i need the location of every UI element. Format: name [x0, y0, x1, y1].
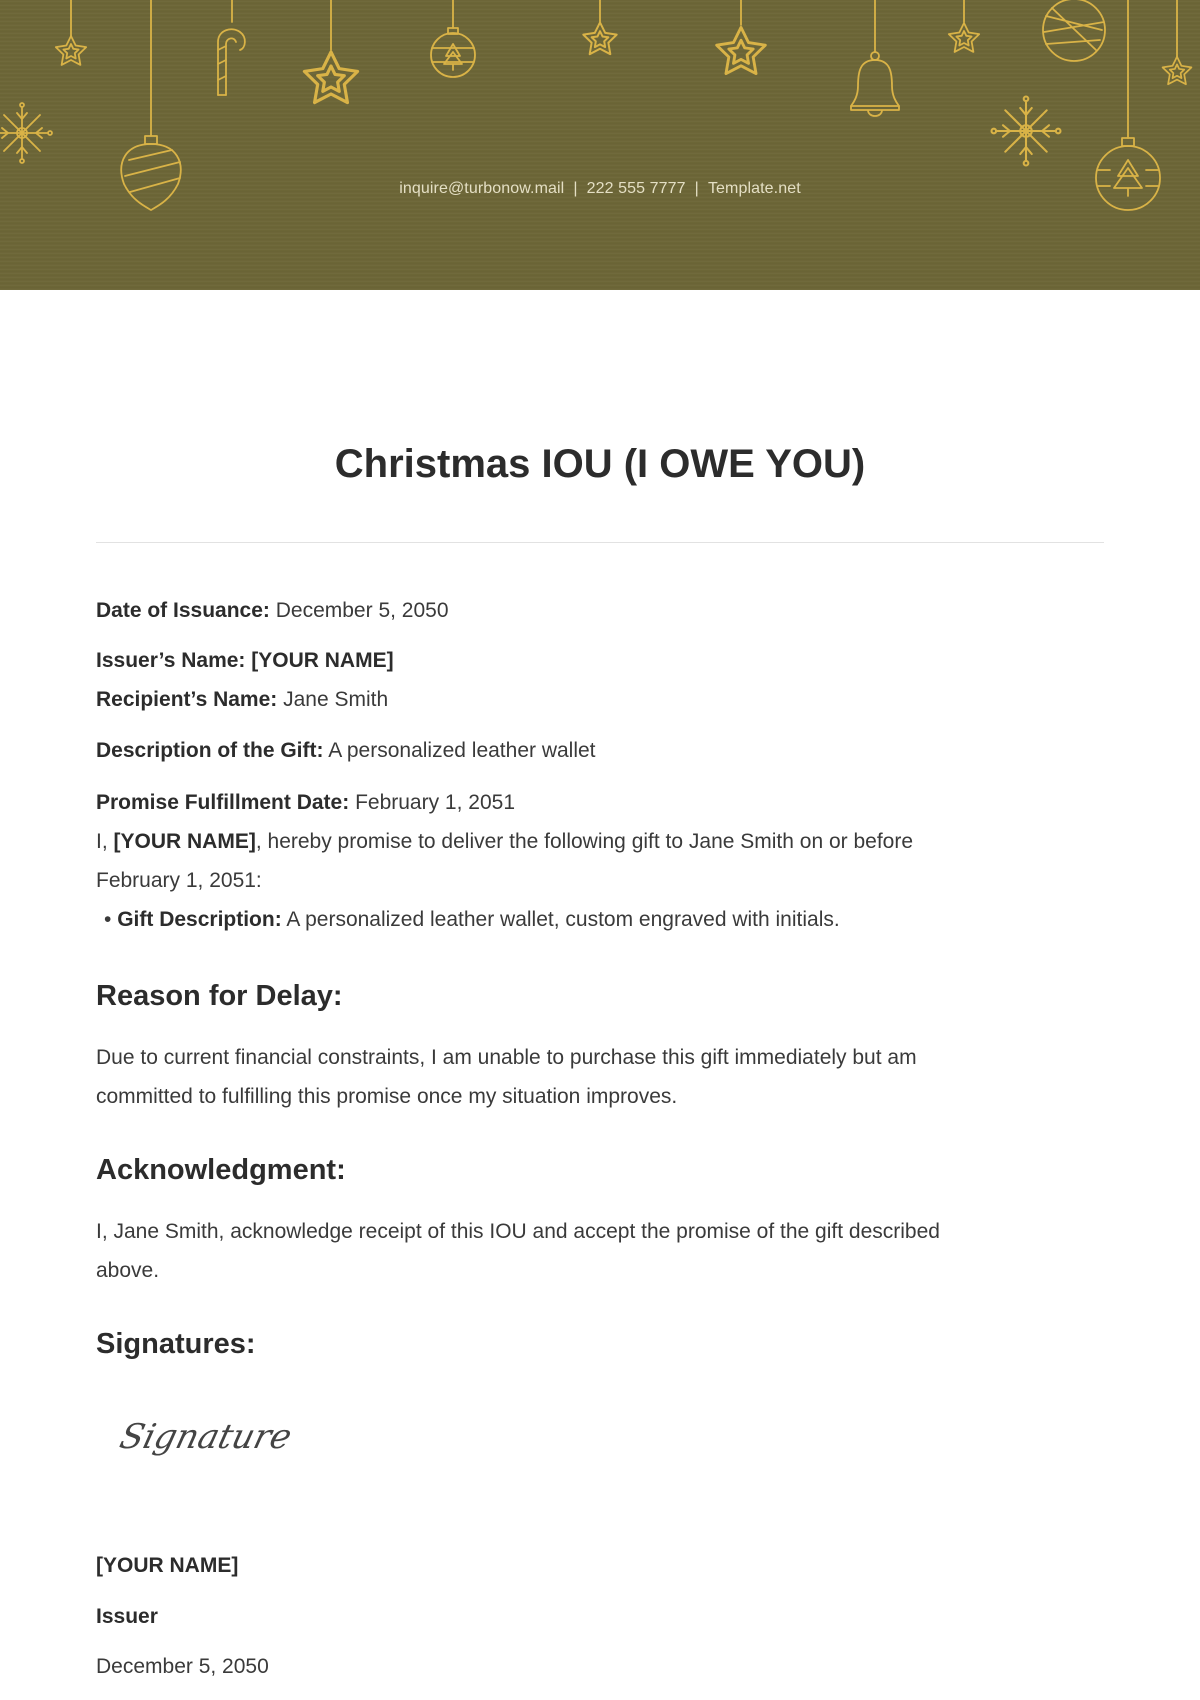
contact-separator: |: [573, 180, 578, 197]
snowflake-icon: [992, 97, 1061, 166]
ornaments-decoration: [0, 0, 1200, 290]
gift-bullet-value: A personalized leather wallet, custom engraved with initials.: [286, 908, 840, 931]
fulfillment-date-row: [96, 791, 515, 815]
contact-line: [0, 180, 1200, 198]
star-icon: [56, 0, 86, 65]
star-icon: [304, 0, 357, 103]
title-divider: [96, 542, 1104, 543]
signer-role: Issuer: [96, 1605, 158, 1628]
issuer-name-label: Issuer’s Name:: [96, 649, 246, 672]
document-title: Christmas IOU (I OWE YOU): [334, 442, 866, 486]
ornament-ball-icon: [121, 0, 180, 210]
contact-phone[interactable]: 222 555 7777: [586, 180, 686, 197]
ornament-ball-icon: [431, 0, 475, 77]
header-banner: [0, 0, 1200, 290]
promise-statement-line1: [96, 830, 913, 854]
gift-description-value: A personalized leather wallet: [328, 739, 596, 762]
acknowledgment-line: above.: [96, 1259, 160, 1282]
signer-role-row: [96, 1605, 158, 1629]
star-icon: [949, 0, 979, 52]
star-icon: [583, 0, 616, 54]
acknowledgment-line: I, Jane Smith, acknowledge receipt of this IOU and accept the promise of the gift described: [96, 1220, 940, 1243]
reason-line: committed to fulfilling this promise once my situation improves.: [96, 1085, 678, 1108]
issuer-name-value: [YOUR NAME]: [251, 649, 394, 672]
date-of-issuance-value: December 5, 2050: [275, 599, 449, 622]
contact-website[interactable]: Template.net: [707, 180, 801, 197]
date-of-issuance-label: Date of Issuance:: [96, 599, 270, 622]
snowflake-icon: [0, 103, 52, 163]
star-icon: [1163, 0, 1192, 84]
acknowledgment-paragraph: [96, 1212, 1076, 1290]
recipient-name-value: Jane Smith: [283, 688, 389, 711]
reason-paragraph: [96, 1038, 1076, 1116]
star-icon: [717, 0, 766, 74]
reason-line: Due to current financial constraints, I am unable to purchase this gift immediately but am: [96, 1046, 917, 1069]
candy-cane-icon: [218, 0, 245, 95]
issuer-name-row: [96, 649, 394, 673]
signature-text: Signature: [116, 1417, 296, 1457]
date-of-issuance-row: [96, 599, 449, 623]
signature-date: December 5, 2050: [96, 1655, 269, 1678]
signer-name-row: [96, 1554, 238, 1578]
signatures-heading: Signatures:: [96, 1328, 256, 1360]
promise-text: , hereby promise to deliver the following gift to Jane Smith on or before: [255, 830, 914, 853]
gift-bullet-item: [104, 908, 840, 932]
fulfillment-date-value: February 1, 2051: [355, 791, 515, 814]
signer-name: [YOUR NAME]: [96, 1554, 239, 1577]
bell-icon: [851, 0, 899, 116]
gift-description-row: [96, 739, 596, 763]
reason-heading: Reason for Delay:: [96, 980, 343, 1012]
recipient-name-label: Recipient’s Name:: [96, 688, 278, 711]
signature-image: [116, 1400, 316, 1470]
promise-name: [YOUR NAME]: [113, 830, 256, 853]
gift-bullet-label: Gift Description:: [117, 908, 282, 931]
contact-separator: |: [694, 180, 699, 197]
contact-email[interactable]: inquire@turbonow.mail: [399, 180, 565, 197]
ornament-ball-icon: [1043, 0, 1105, 61]
recipient-name-row: [96, 688, 388, 712]
fulfillment-date-label: Promise Fulfillment Date:: [96, 791, 350, 814]
gift-description-label: Description of the Gift:: [96, 739, 324, 762]
bullet-dot: •: [104, 908, 112, 931]
acknowledgment-heading: Acknowledgment:: [96, 1154, 346, 1186]
promise-prefix: I,: [96, 830, 108, 853]
promise-statement-line2: February 1, 2051:: [96, 869, 262, 892]
